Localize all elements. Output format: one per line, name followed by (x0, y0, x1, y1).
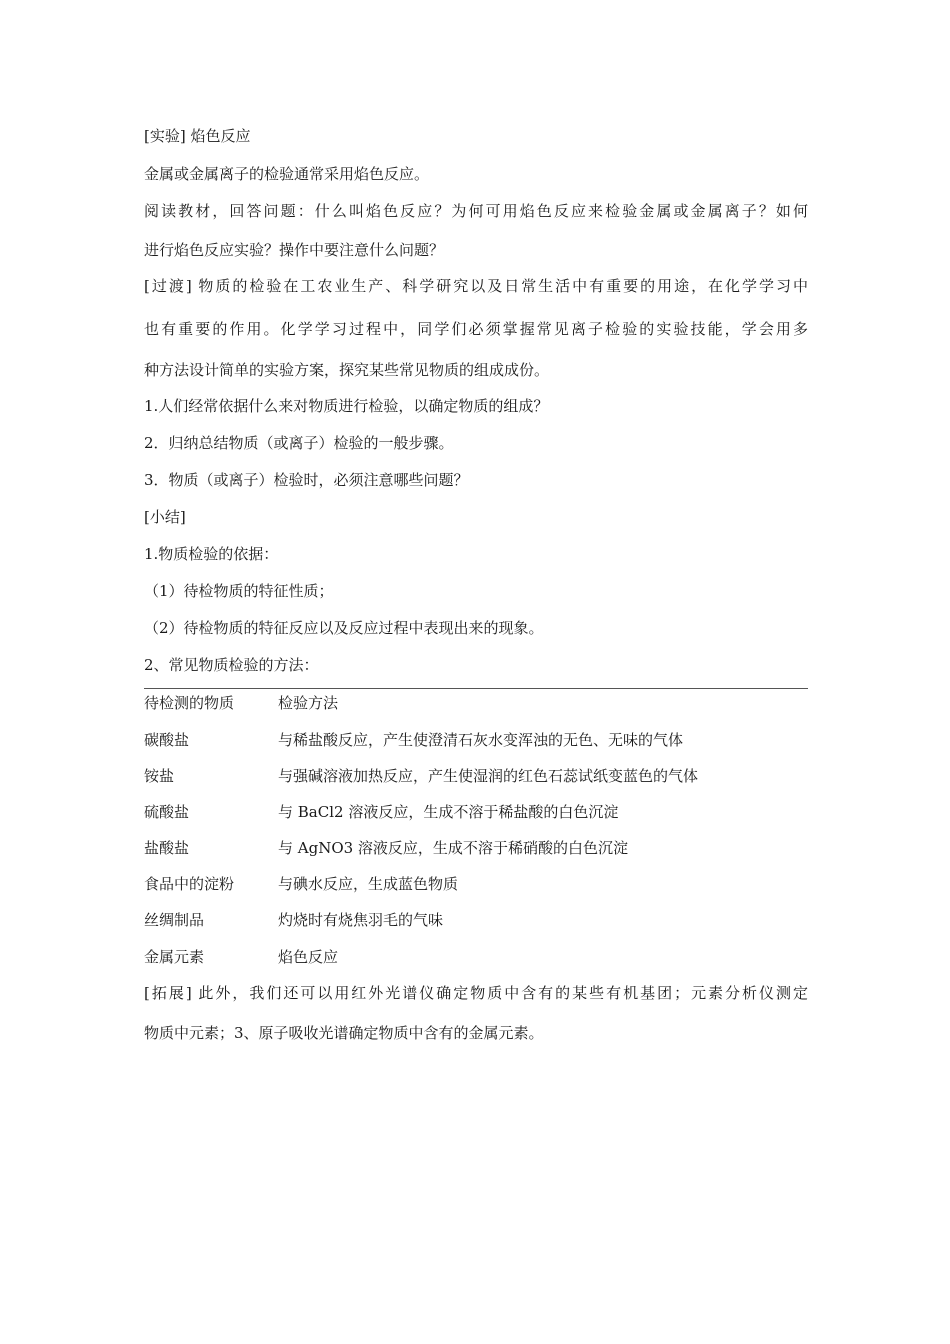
transition-line-2: 也有重要的作用。化学学习过程中，同学们必须掌握常见离子检验的实验技能，学会用多 (144, 320, 808, 338)
question-1: 1.人们经常依据什么来对物质进行检验，以确定物质的组成？ (144, 397, 549, 415)
table-cell-method: 与 AgNO3 溶液反应，生成不溶于稀硝酸的白色沉淀 (278, 839, 628, 857)
transition-line-3: 种方法设计简单的实验方案，探究某些常见物质的组成成份。 (144, 361, 550, 379)
table-cell-substance: 金属元素 (144, 948, 205, 966)
table-cell-method: 与碘水反应，生成蓝色物质 (278, 875, 459, 893)
basis-heading: 1.物质检验的依据： (144, 545, 279, 563)
experiment-heading: [实验] 焰色反应 (144, 127, 251, 145)
table-cell-method: 焰色反应 (278, 948, 339, 966)
table-cell-method: 与 BaCl2 溶液反应，生成不溶于稀盐酸的白色沉淀 (278, 803, 619, 821)
summary-heading: [小结] (144, 508, 186, 526)
table-cell-method: 与稀盐酸反应，产生使澄清石灰水变浑浊的无色、无味的气体 (278, 731, 684, 749)
table-header-substance: 待检测的物质 (144, 694, 235, 712)
extension-line-2: 物质中元素；3、原子吸收光谱确定物质中含有的金属元素。 (144, 1024, 544, 1042)
reading-task-line-1: 阅读教材，回答问题：什么叫焰色反应？为何可用焰色反应来检验金属或金属离子？如何 (144, 202, 808, 220)
extension-line-1: [拓展] 此外，我们还可以用红外光谱仪确定物质中含有的某些有机基团；元素分析仪测定 (144, 984, 808, 1002)
methods-heading: 2、常见物质检验的方法： (144, 656, 319, 674)
table-header-method: 检验方法 (278, 694, 339, 712)
table-cell-substance: 硫酸盐 (144, 803, 190, 821)
table-top-rule (144, 688, 808, 689)
table-cell-substance: 碳酸盐 (144, 731, 190, 749)
basis-item-2: （2）待检物质的特征反应以及反应过程中表现出来的现象。 (144, 619, 544, 637)
question-2: 2．归纳总结物质（或离子）检验的一般步骤。 (144, 434, 454, 452)
table-cell-substance: 铵盐 (144, 767, 175, 785)
table-cell-method: 与强碱溶液加热反应，产生使湿润的红色石蕊试纸变蓝色的气体 (278, 767, 699, 785)
table-cell-substance: 盐酸盐 (144, 839, 190, 857)
table-cell-substance: 食品中的淀粉 (144, 875, 235, 893)
table-cell-substance: 丝绸制品 (144, 911, 205, 929)
table-cell-method: 灼烧时有烧焦羽毛的气味 (278, 911, 444, 929)
basis-item-1: （1）待检物质的特征性质； (144, 582, 334, 600)
transition-line-1: [过渡] 物质的检验在工农业生产、科学研究以及日常生活中有重要的用途，在化学学习中 (144, 277, 808, 295)
reading-task-line-2: 进行焰色反应实验？操作中要注意什么问题？ (144, 241, 445, 259)
question-3: 3．物质（或离子）检验时，必须注意哪些问题？ (144, 471, 469, 489)
intro-paragraph: 金属或金属离子的检验通常采用焰色反应。 (144, 165, 430, 183)
